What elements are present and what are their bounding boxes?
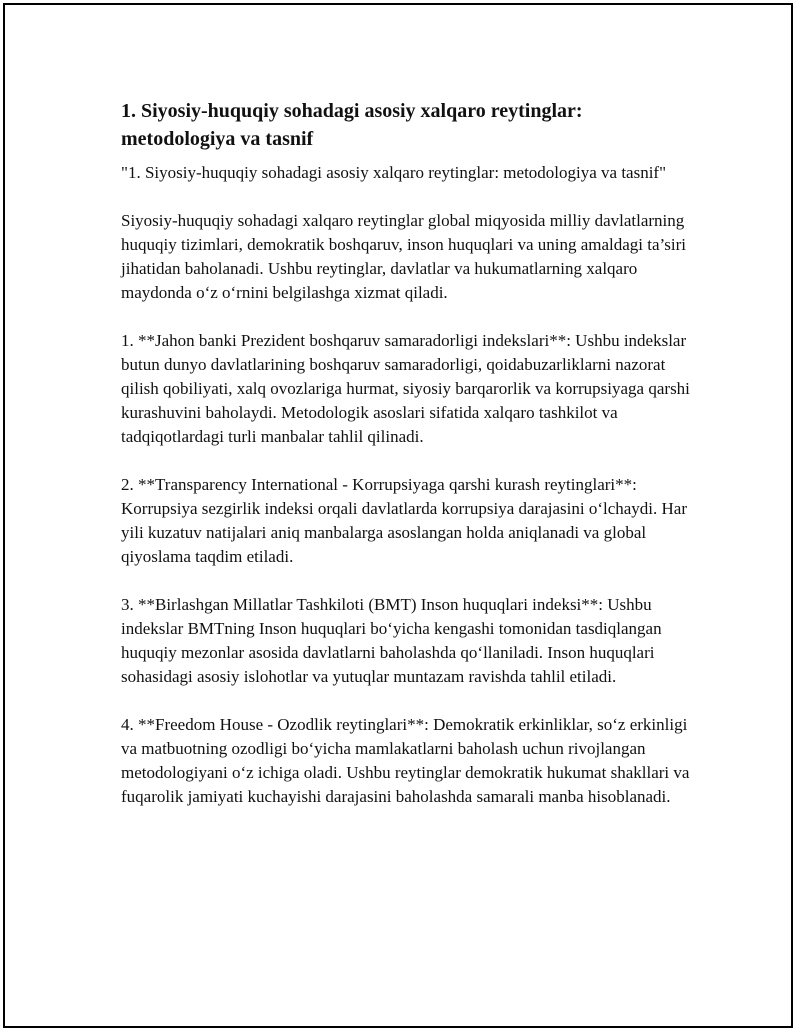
paragraph-un-human-rights: 3. **Birlashgan Millatlar Tashkiloti (BMT) Inson huquqlari indeksi**: Ushbu indekslar BMTning Inson huquqlari bo‘yicha kengashi tomonidan tasdiqlangan huquqiy mezonlar asosida davlatlarni baholashda qo‘llaniladi. Inson huquqlari sohasidagi asosiy islohotlar va yutuqlar muntazam ravishda tahlil etiladi. — [121, 595, 662, 686]
page-frame — [3, 3, 793, 1028]
intro-paragraph: Siyosiy-huquqiy sohadagi xalqaro reytinglar global miqyosida milliy davlatlarning huquqiy tizimlari, demokratik boshqaruv, inson huquqlari va uning amaldagi ta’siri jihatidan baholanadi. Ushbu reytinglar, davlatlar va hukumatlarning xalqaro maydonda o‘z o‘rnini belgilashga xizmat qiladi. — [121, 211, 686, 302]
paragraph-transparency: 2. **Transparency International - Korrupsiyaga qarshi kurash reytinglari**: Korrupsiya sezgirlik indeksi orqali davlatlarda korrupsiya darajasini o‘lchaydi. Har yili kuzatuv natijalari aniq manbalarga asoslangan holda aniqlanadi va global qiyoslama taqdim etiladi. — [121, 475, 688, 566]
document-body — [121, 97, 691, 833]
quoted-title: "1. Siyosiy-huquqiy sohadagi asosiy xalqaro reytinglar: metodologiya va tasnif" — [121, 163, 667, 182]
document-heading: 1. Siyosiy-huquqiy sohadagi asosiy xalqaro reytinglar: metodologiya va tasnif — [121, 100, 583, 150]
paragraph-world-bank: 1. **Jahon banki Prezident boshqaruv samaradorligi indekslari**: Ushbu indekslar butun dunyo davlatlarining boshqaruv samaradorligi, qoidabuzarliklarni nazorat qilish qobiliyati, xalq ovozlariga hurmat, siyosiy barqarorlik va korrupsiyaga qarshi kurashuvini baholaydi. Metodologik asoslari sifatida xalqaro tashkilot va tadqiqotlardagi turli manbalar tahlil qilinadi. — [121, 331, 690, 446]
paragraph-freedom-house: 4. **Freedom House - Ozodlik reytinglari**: Demokratik erkinliklar, so‘z erkinligi va matbuotning ozodligi bo‘yicha mamlakatlarni baholash uchun rivojlangan metodologiyani o‘z ichiga oladi. Ushbu reytinglar demokratik hukumat shakllari va fuqarolik jamiyati kuchayishi darajasini baholashda samarali manba hisoblanadi. — [121, 715, 690, 806]
